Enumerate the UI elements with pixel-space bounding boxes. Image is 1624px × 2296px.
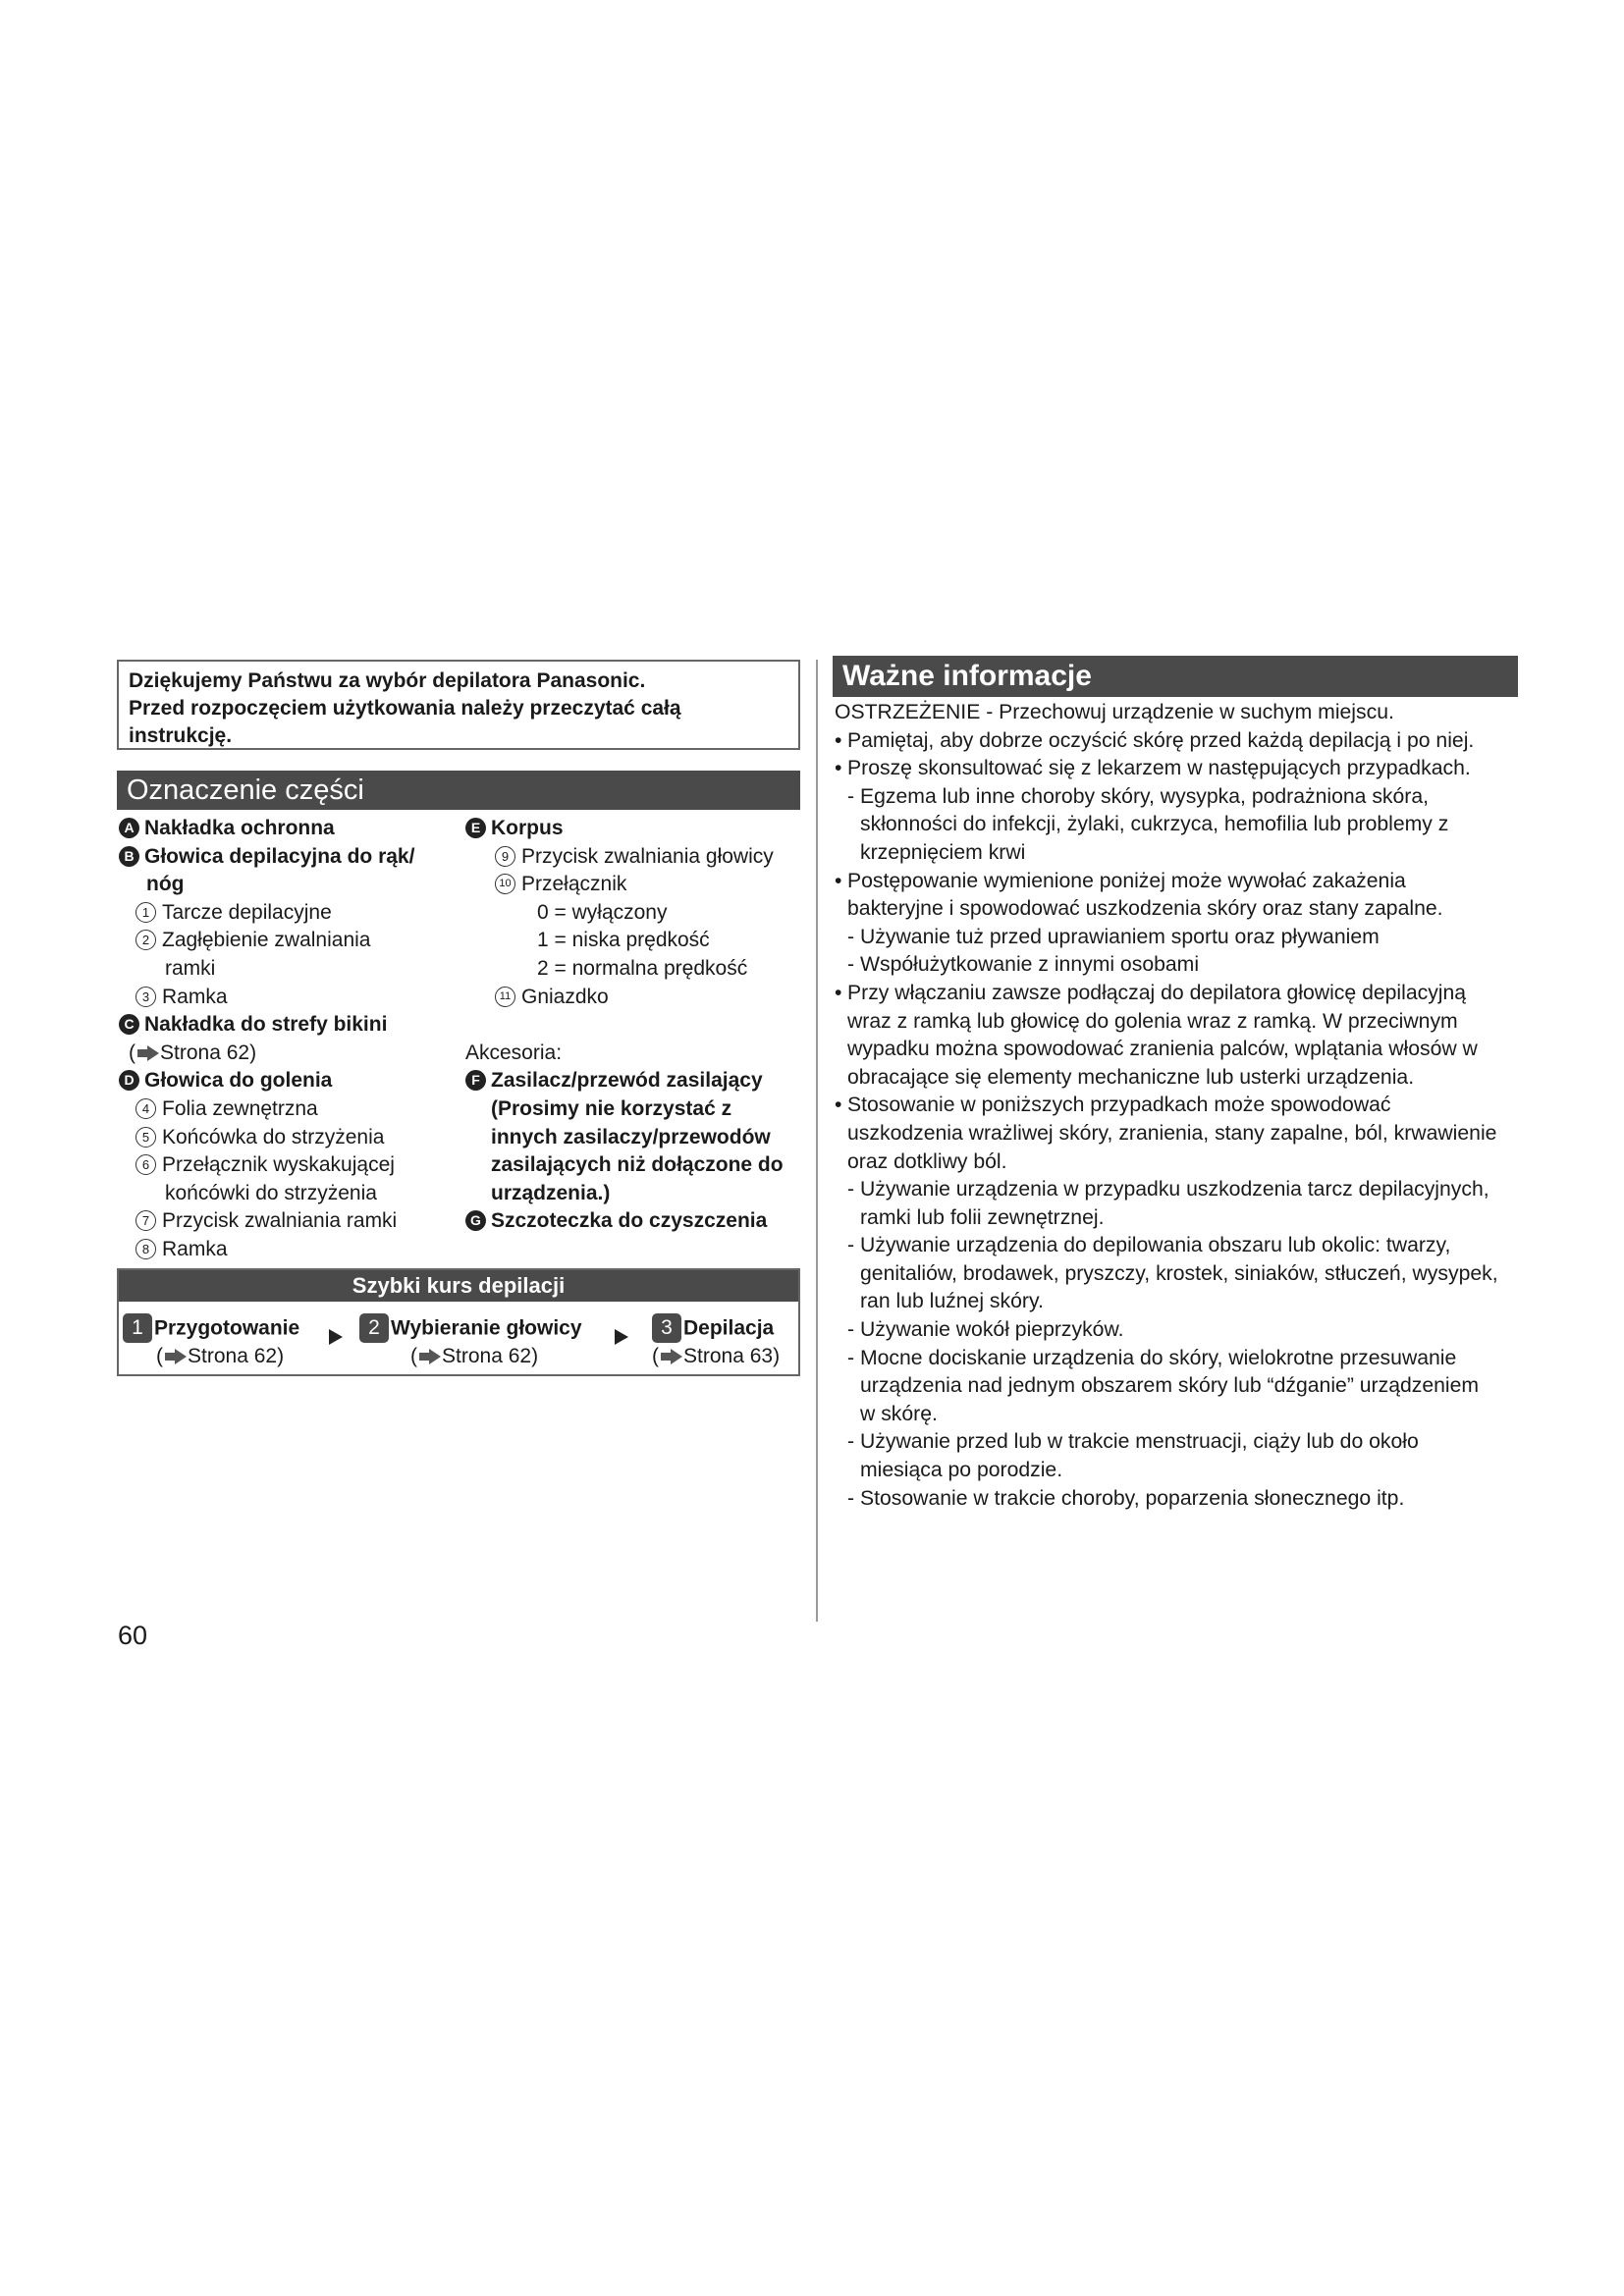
part-e-label: Korpus (491, 817, 564, 839)
page-number: 60 (118, 1621, 148, 1650)
part-d-item-6-cont: końcówki do strzyżenia (165, 1181, 377, 1204)
bullet-cont: bakteryjne i spowodować uszkodzenia skóry oraz stany zapalne. (847, 897, 1443, 921)
dash-icon: - (847, 784, 855, 808)
badge-c: C (119, 1014, 139, 1035)
item-text: Ramka (162, 1237, 228, 1260)
part-f-note-2: innych zasilaczy/przewodów (491, 1125, 771, 1148)
page-ref-arrow-icon (671, 1349, 682, 1364)
bullet-5-dash-2 (835, 1232, 1522, 1260)
item-text: Zagłębienie zwalniania (162, 929, 371, 952)
circled-number: 8 (135, 1239, 156, 1259)
dash-cont: miesiąca po porodzie. (860, 1459, 1063, 1482)
bullet-cont: wraz z ramką lub głowicę do golenia wraz z ramką. W przeciwnym (847, 1009, 1458, 1033)
bullet-cont: oraz dotkliwy ból. (847, 1149, 1007, 1173)
column-divider (816, 660, 818, 1622)
part-g (465, 1207, 804, 1236)
intro-line-2: Przed rozpoczęciem użytkowania należy przeczytać całą (129, 697, 681, 720)
part-b-item-2-cont: ramki (165, 956, 216, 980)
dash-cont: krzepnięciem krwi (860, 840, 1026, 864)
part-d-item-7 (119, 1207, 453, 1236)
part-d-item-8 (119, 1236, 453, 1264)
dash-text: Współużytkowanie z innymi osobami (860, 953, 1200, 977)
ref-paren: ( (129, 1041, 135, 1064)
part-d-item-6 (119, 1151, 453, 1180)
circled-number: 1 (135, 902, 156, 923)
circled-number: 7 (135, 1210, 156, 1231)
bullet-cont: obracające się elementy mechaniczne lub usterki urządzenia. (847, 1065, 1415, 1089)
circled-number: 3 (135, 987, 156, 1007)
dash-text: Używanie urządzenia w przypadku uszkodzenia tarcz depilacyjnych, (860, 1178, 1489, 1201)
dash-icon: - (847, 1430, 855, 1454)
item-text: Końcówka do strzyżenia (162, 1125, 385, 1148)
info-body (835, 699, 1522, 1513)
quick-course-box (117, 1268, 800, 1376)
step-arrow-icon (329, 1329, 343, 1345)
part-b-item-2 (119, 927, 453, 955)
bullet-5-dash-6 (835, 1485, 1522, 1514)
bullet-text: Postępowanie wymienione poniżej może wywołać zakażenia (847, 869, 1406, 892)
dash-text: Używanie urządzenia do depilowania obszaru lub okolic: twarzy, (860, 1234, 1451, 1257)
step-ref: ( Strona 62) (156, 1345, 285, 1367)
badge-d: D (119, 1070, 139, 1091)
quick-step-2 (359, 1313, 582, 1369)
quick-step-3 (652, 1313, 780, 1369)
part-c (119, 1011, 453, 1040)
bullet-5-dash-4 (835, 1345, 1522, 1373)
part-b (119, 843, 453, 872)
item-text: Przełącznik wyskakującej (162, 1153, 395, 1177)
part-f-note-1: (Prosimy nie korzystać z (491, 1096, 732, 1120)
circled-number: 9 (495, 846, 515, 867)
dash-cont: ran lub luźnej skóry. (860, 1290, 1044, 1313)
parts-left-column (119, 815, 453, 1264)
step-ref: ( Strona 62) (410, 1345, 539, 1367)
bullet-dot-icon: • (835, 1094, 842, 1117)
bullet-3 (835, 868, 1522, 896)
step-number: 1 (123, 1313, 152, 1343)
circled-number: 2 (135, 930, 156, 950)
dash-cont: skłonności do infekcji, żylaki, cukrzyca, hemofilia lub problemy z (860, 813, 1449, 836)
intro-line-1: Dziękujemy Państwu za wybór depilatora Panasonic. (129, 669, 646, 692)
dash-icon: - (847, 953, 855, 977)
bullet-2 (835, 755, 1522, 783)
circled-number: 4 (135, 1098, 156, 1119)
part-e-item-11 (465, 984, 804, 1012)
ref-text: Strona 62) (188, 1345, 285, 1367)
bullet-4 (835, 980, 1522, 1008)
circled-number: 11 (495, 987, 515, 1007)
item-text: Przycisk zwalniania głowicy (521, 844, 774, 868)
part-b-item-3 (119, 984, 453, 1012)
dash-cont: urządzenia nad jednym obszarem skóry lub “dźganie” urządzeniem (860, 1374, 1480, 1398)
part-e-item-10 (465, 871, 804, 899)
info-section-title: Ważne informacje (833, 656, 1518, 697)
step-arrow-icon (615, 1329, 628, 1345)
bullet-text: Przy włączaniu zawsze podłączaj do depilatora głowicę depilacyjną (847, 981, 1467, 1004)
circled-number: 5 (135, 1127, 156, 1148)
dash-icon: - (847, 1486, 855, 1510)
parts-right-column (465, 815, 804, 1236)
part-d (119, 1067, 453, 1095)
bullet-dot-icon: • (835, 981, 842, 1004)
badge-e: E (465, 818, 486, 838)
badge-f: F (465, 1070, 486, 1091)
item-text: Gniazdko (521, 985, 609, 1008)
intro-box (117, 660, 800, 750)
bullet-dot-icon: • (835, 728, 842, 752)
parts-section-title: Oznaczenie części (117, 771, 800, 810)
badge-b: B (119, 846, 139, 867)
dash-cont: w skórę. (860, 1402, 938, 1425)
part-e-item-9 (465, 843, 804, 872)
circled-number: 6 (135, 1154, 156, 1175)
intro-line-3: instrukcję. (129, 724, 233, 747)
dash-icon: - (847, 1318, 855, 1342)
bullet-5 (835, 1092, 1522, 1120)
part-c-label: Nakładka do strefy bikini (144, 1013, 388, 1037)
accessories-label: Akcesoria: (465, 1041, 563, 1064)
part-a (119, 815, 453, 843)
bullet-text: Pamiętaj, aby dobrze oczyścić skórę przed każdą depilacją i po niej. (847, 728, 1475, 752)
part-b-item-1 (119, 899, 453, 928)
step-label: Przygotowanie (154, 1316, 300, 1340)
dash-text: Egzema lub inne choroby skóry, wysypka, podrażniona skóra, (860, 784, 1430, 808)
dash-cont: genitaliów, brodawek, pryszczy, krostek, siniaków, stłuczeń, wysypek, (860, 1261, 1498, 1285)
part-b-label: Głowica depilacyjna do rąk/ (144, 844, 415, 868)
bullet-3-dash-2 (835, 951, 1522, 980)
part-d-label: Głowica do golenia (144, 1069, 333, 1093)
bullet-dot-icon: • (835, 869, 842, 892)
part-b-label-cont: nóg (146, 873, 185, 896)
page-ref-arrow-icon (429, 1349, 441, 1364)
part-f-note-4: urządzenia.) (491, 1181, 611, 1204)
part-a-label: Nakładka ochronna (144, 817, 335, 839)
step-label: Wybieranie głowicy (391, 1316, 582, 1340)
ref-text: Strona 63) (683, 1345, 781, 1367)
ref-text: Strona 62) (160, 1041, 257, 1064)
dash-cont: ramki lub folii zewnętrznej. (860, 1205, 1105, 1229)
quick-step-1 (123, 1313, 299, 1369)
bullet-2-dash-1 (835, 783, 1522, 812)
dash-text: Używanie przed lub w trakcie menstruacji, ciąży lub do około (860, 1430, 1419, 1454)
bullet-1 (835, 727, 1522, 756)
part-d-item-4 (119, 1095, 453, 1124)
bullet-text: Stosowanie w poniższych przypadkach może spowodować (847, 1094, 1391, 1117)
dash-text: Mocne dociskanie urządzenia do skóry, wielokrotne przesuwanie (860, 1346, 1457, 1369)
bullet-5-dash-5 (835, 1428, 1522, 1457)
page-ref-arrow-icon (147, 1045, 159, 1061)
ref-text: Strona 62) (442, 1345, 539, 1367)
bullet-cont: wypadku można spowodować zranienia palców, wplątania włosów w (847, 1038, 1478, 1061)
switch-value-2: 2 = normalna prędkość (537, 956, 748, 980)
step-number: 3 (652, 1313, 681, 1343)
switch-value-1: 1 = niska prędkość (537, 929, 710, 952)
dash-text: Używanie wokół pieprzyków. (860, 1318, 1124, 1342)
item-text: Ramka (162, 985, 228, 1008)
switch-value-0: 0 = wyłączony (537, 900, 668, 924)
bullet-3-dash-1 (835, 924, 1522, 952)
step-number: 2 (359, 1313, 389, 1343)
bullet-5-dash-1 (835, 1176, 1522, 1204)
part-e (465, 815, 804, 843)
part-d-item-5 (119, 1124, 453, 1152)
bullet-5-dash-3 (835, 1316, 1522, 1345)
dash-text: Używanie tuż przed uprawianiem sportu oraz pływaniem (860, 925, 1380, 948)
dash-icon: - (847, 1178, 855, 1201)
circled-number: 10 (495, 874, 515, 894)
item-text: Folia zewnętrzna (162, 1096, 318, 1120)
item-text: Tarcze depilacyjne (162, 900, 332, 924)
bullet-dot-icon: • (835, 757, 842, 780)
part-f (465, 1067, 804, 1095)
bullet-text: Proszę skonsultować się z lekarzem w następujących przypadkach. (847, 757, 1471, 780)
part-f-note-3: zasilających niż dołączone do (491, 1153, 784, 1177)
spacer (465, 1011, 804, 1040)
warning-line: OSTRZEŻENIE - Przechowuj urządzenie w suchym miejscu. (835, 701, 1394, 723)
quick-course-title: Szybki kurs depilacji (119, 1270, 798, 1302)
dash-icon: - (847, 925, 855, 948)
step-label: Depilacja (683, 1316, 775, 1340)
badge-g: G (465, 1210, 486, 1231)
badge-a: A (119, 818, 139, 838)
page-ref-arrow-icon (175, 1349, 187, 1364)
dash-icon: - (847, 1346, 855, 1369)
item-text: Przycisk zwalniania ramki (162, 1209, 398, 1233)
part-f-label: Zasilacz/przewód zasilający (491, 1069, 763, 1093)
item-text: Przełącznik (521, 873, 627, 896)
part-c-ref (119, 1040, 256, 1068)
dash-text: Stosowanie w trakcie choroby, poparzenia słonecznego itp. (860, 1486, 1405, 1510)
bullet-cont: uszkodzenia wrażliwej skóry, zranienia, stany zapalne, ból, krwawienie (847, 1121, 1497, 1145)
step-ref: ( Strona 63) (652, 1345, 781, 1367)
part-g-label: Szczoteczka do czyszczenia (491, 1209, 768, 1233)
dash-icon: - (847, 1234, 855, 1257)
